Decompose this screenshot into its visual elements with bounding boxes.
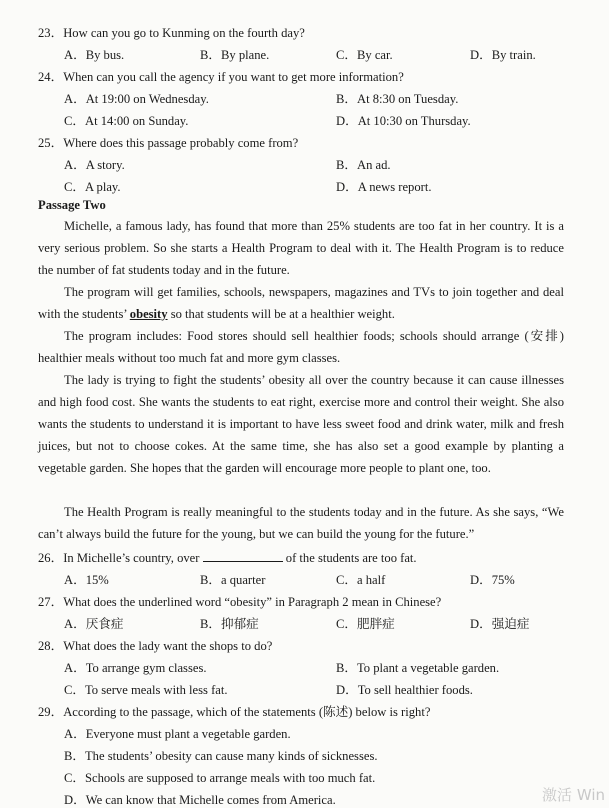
q24-option-d: D．At 10:30 on Thursday. [336,114,471,128]
q27-option-d: D．强迫症 [470,617,530,631]
q29-option-c: C．Schools are supposed to arrange meals with too much fat. [64,771,376,785]
q28-option-a: A．To arrange gym classes. [64,661,207,675]
q23-option-b: B．By plane. [200,48,270,62]
paragraph-2-text-start: The program will get families, schools, newspapers, magazines and TVs to join together and deal with the students’ [38,285,564,321]
q28-option-b: B．To plant a vegetable garden. [336,661,500,675]
q28-option-c: C．To serve meals with less fat. [64,683,228,697]
question-29: 29．According to the passage, which of the statements (陈述) below is right? [38,705,431,719]
passage-paragraph-4: The lady is trying to fight the students’ obesity all over the country because it can cause illnesses and high food cost. She wants the students to eat right, exercise more and control their weight. She also wants the students to understand it is important to have less sweet food and drink water, milk and fresh juices, but not to choose cokes. At the same time, she has also set a good example by planting a vegetable garden. She hopes that the garden will encourage more people to plant one, too. [38,373,564,475]
q24-option-b: B．At 8:30 on Tuesday. [336,92,459,106]
q26-stem-start: 26．In Michelle’s country, over [38,551,203,565]
q25-option-d: D．A news report. [336,180,432,194]
q26-option-b: B．a quarter [200,573,266,587]
passage-paragraph-3: The program includes: Food stores should sell healthier foods; schools should arrange (安排) healthier meals without too much fat and more gym classes. [38,329,564,365]
q26-option-d: D．75% [470,573,515,587]
paragraph-2-text-end: so that students will be at a healthier weight. [167,307,395,321]
question-27: 27．What does the underlined word “obesity” in Paragraph 2 mean in Chinese? [38,595,442,609]
answer-blank [203,551,283,562]
q25-option-a: A．A story. [64,158,125,172]
question-26 [38,547,417,566]
q27-option-b: B．抑郁症 [200,617,259,631]
q29-option-d: D．We can know that Michelle comes from America. [64,793,336,807]
q29-option-b: B．The students’ obesity can cause many kinds of sicknesses. [64,749,378,763]
question-24: 24．When can you call the agency if you want to get more information? [38,70,404,84]
passage-paragraph-2 [38,281,564,325]
activation-watermark: 激活 Win [542,786,605,804]
passage-paragraph-5: The Health Program is really meaningful to the students today and in the future. As she says, “We can’t always build the future for the young, but we can build the young for the future.” [38,505,564,541]
question-28: 28．What does the lady want the shops to do? [38,639,273,653]
underlined-word-obesity: obesity [129,307,168,321]
q23-option-d: D．By train. [470,48,536,62]
q27-option-c: C．肥胖症 [336,617,395,631]
question-25: 25．Where does this passage probably come from? [38,136,299,150]
q29-option-a: A．Everyone must plant a vegetable garden. [64,727,291,741]
q25-option-b: B．An ad. [336,158,391,172]
q27-option-a: A．厌食症 [64,617,124,631]
q23-option-a: A．By bus. [64,48,125,62]
question-23: 23．How can you go to Kunming on the fourth day? [38,26,305,40]
q23-option-c: C．By car. [336,48,393,62]
q26-option-c: C．a half [336,573,386,587]
passage-title: Passage Two [38,198,106,212]
q28-option-d: D．To sell healthier foods. [336,683,473,697]
q24-option-c: C．At 14:00 on Sunday. [64,114,189,128]
q24-option-a: A．At 19:00 on Wednesday. [64,92,209,106]
q25-option-c: C．A play. [64,180,121,194]
q26-stem-end: of the students are too fat. [282,551,417,565]
q26-option-a: A．15% [64,573,109,587]
passage-paragraph-1: Michelle, a famous lady, has found that more than 25% students are too fat in her country. It is a very serious problem. So she starts a Health Program to deal with it. The Health Program is to reduce the number of fat students today and in the future. [38,219,564,277]
